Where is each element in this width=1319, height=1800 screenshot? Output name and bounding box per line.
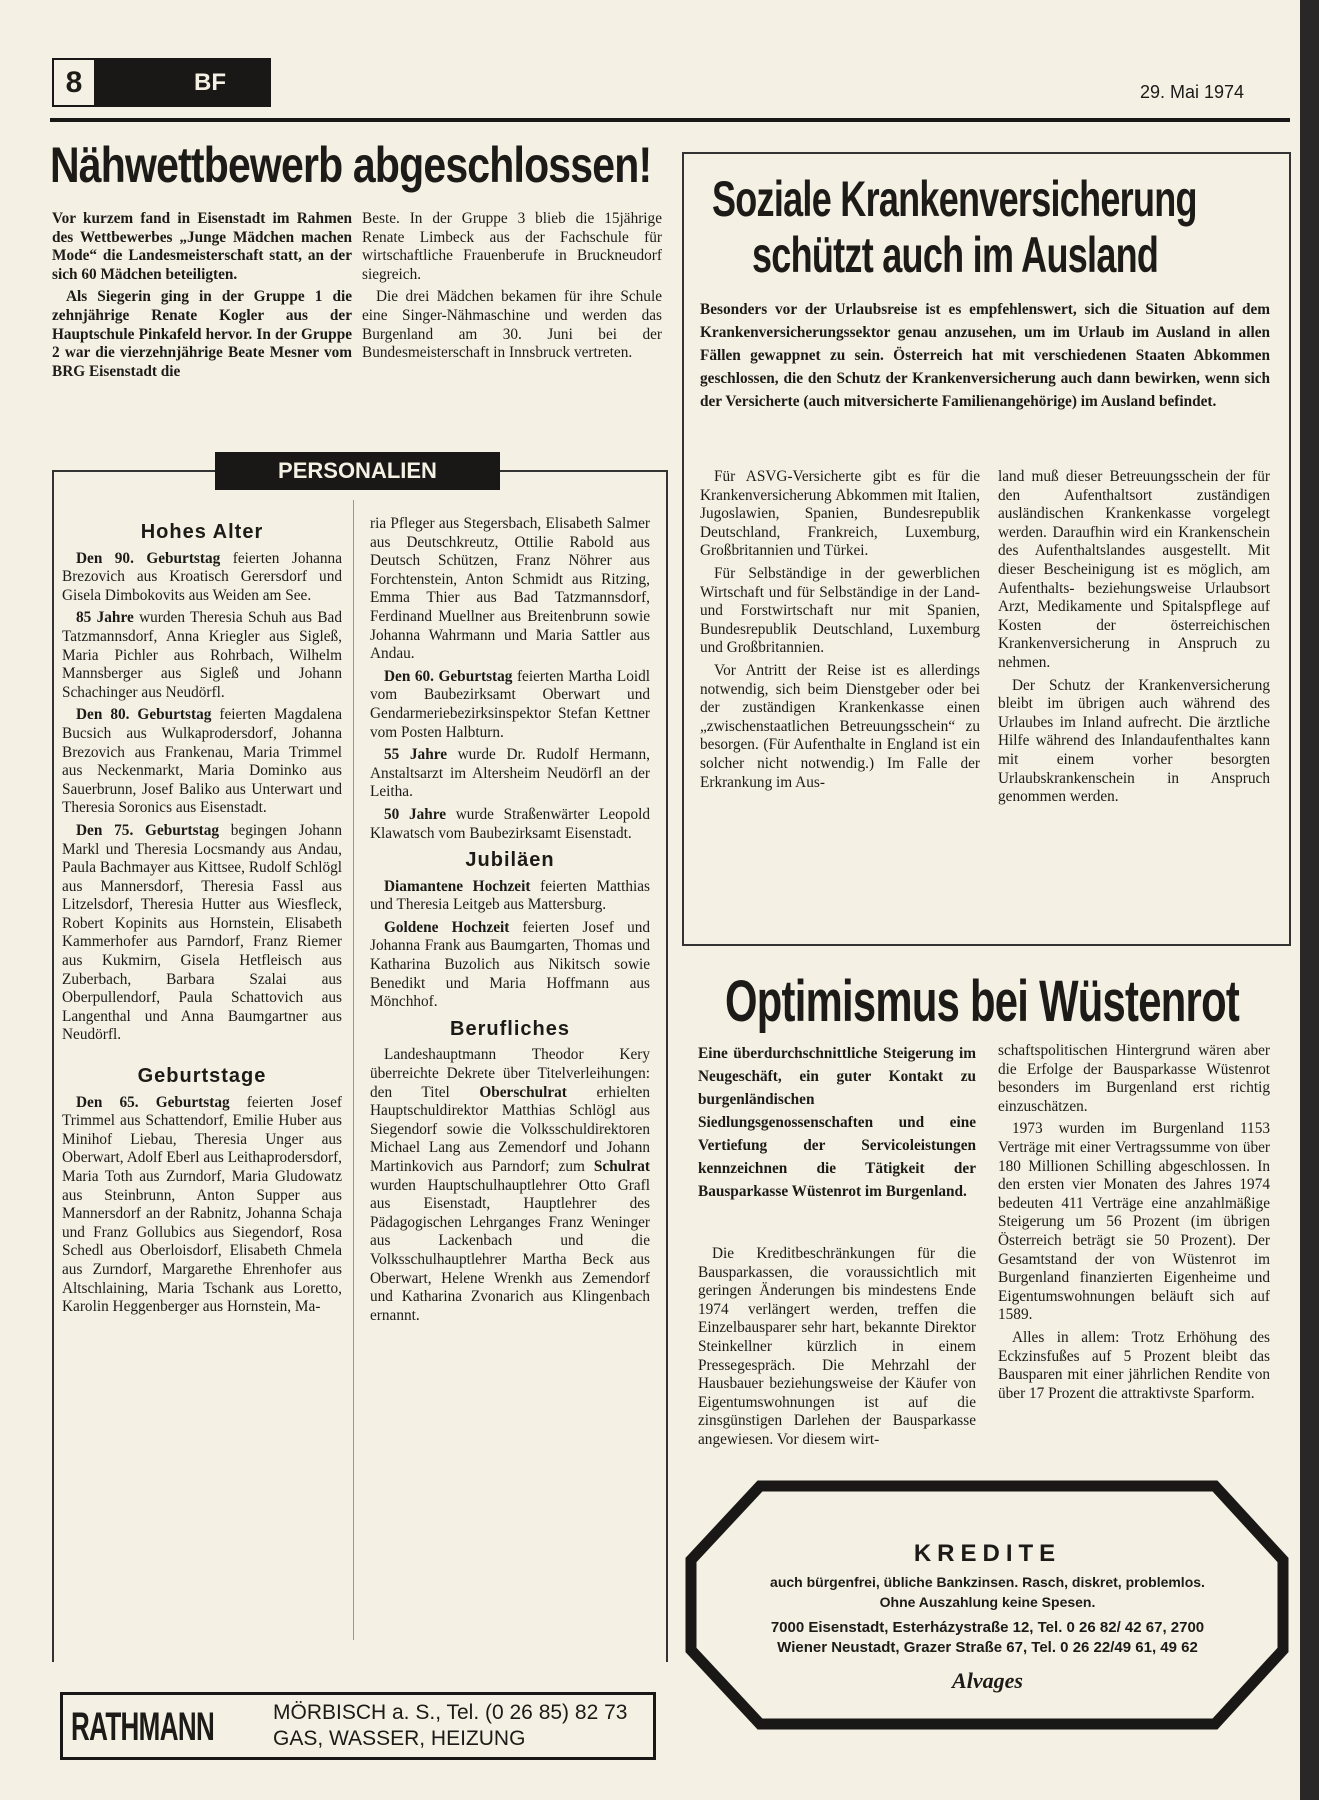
- lead: Schulrat: [593, 1158, 650, 1175]
- personalien-column-2: [370, 515, 650, 1329]
- paragraph: Die Kreditbeschränkungen für die Bausparkassen, die voraussichtlich mit geringen Änderungen bis mindestens Ende 1974 verlängert werden, treffen die Einzelbausparer sehr hart, bekannte Direktor Steinkellner kürzlich in einem Pressegespräch. Die Mehrzahl der Hausbauer beziehungsweise der Käufer von Eigentumswohnungen ist auf die zinsgünstigen Darlehen der Bausparkasse angewiesen. Vor diesem wirt-: [698, 1245, 976, 1448]
- paragraph: Als Siegerin ging in der Gruppe 1 die zehnjährige Renate Kogler aus der Hauptschule Pinkafeld hervor. In der Gruppe 2 war die vierzehnjährige Beate Mesner vom BRG Eisenstadt die: [52, 288, 352, 380]
- article-column: [52, 210, 352, 385]
- text: erhielten Hauptschuldirektor Matthias Schlögl aus Siegendorf sowie die Volksschuldirektoren Michael Lang aus Zemendorf und Johann Martinkovich aus Parndorf; zum: [370, 1083, 650, 1175]
- lead: Den 75. Geburtstag: [76, 821, 219, 839]
- ad-address: 7000 Eisenstadt, Esterházystraße 12, Tel. 0 26 82/ 42 67, 2700 Wiener Neustadt, Grazer Straße 67, Tel. 0 26 22/49 61, 49 62: [770, 1619, 1205, 1656]
- article-column: [698, 1245, 976, 1454]
- text: feierten Josef Trimmel aus Schattendorf, Emilie Huber aus Minihof Liebau, Theresia Unger aus Oberwart, Adolf Eberl aus Leithaprodersdorf, Maria Toth aus Zurndorf, Maria Gludowatz aus Steinbrunn, Anton Supper aus Mannersdorf an der Rabnitz, Johanna Schaja und Franz Gollubics aus Siegendorf, Rosa Schedl aus Oberloisdorf, Elisabeth Chmela aus Zurndorf, Margarethe Ehrenhofer aus Altschlaining, Maria Tschank aus Loretto, Karolin Heggenberger aus Hornstein, Ma-: [62, 1093, 342, 1316]
- lead: 50 Jahre: [384, 805, 447, 823]
- text: wurde Dr. Rudolf Hermann, Anstaltsarzt im Altersheim Neudörfl an der Leitha.: [370, 746, 650, 801]
- paragraph: Der Schutz der Krankenversicherung bleibt im übrigen auch während des Urlaubes im Inland aufrecht. Die ärztliche Hilfe während des Inlandaufenthaltes kann mit einem vorher besorgten Urlaubskrankenschein in Anspruch genommen werden.: [998, 676, 1270, 806]
- article-lead: Besonders vor der Urlaubsreise ist es empfehlenswert, sich die Situation auf dem Krankenversicherungssektor genau anzusehen, um im Urlaub im Ausland in allen Fällen gewappnet zu sein. Österreich hat mit verschiedenen Staaten Abkommen geschlossen, die den Schutz der Krankenversicherung auch dann bewirken, wenn sich der Versicherte (auch mitversicherte Familienangehörige) im Ausland befindet.: [700, 301, 1270, 410]
- lead: Goldene Hochzeit: [384, 918, 510, 936]
- ad-address: MÖRBISCH a. S., Tel. (0 26 85) 82 73: [273, 1701, 628, 1724]
- page-number: 8: [54, 60, 94, 105]
- text: wurden Theresia Schuh aus Bad Tatzmannsdorf, Anna Kriegler aus Sigleß, Maria Pichler aus Rohrbach, Wilhelm Mannsberger aus Sigleß und Johann Schachinger aus Neudörfl.: [62, 609, 342, 701]
- text: wurden Hauptschulhauptlehrer Otto Grafl aus Eisenstadt, Hauptlehrer des Pädagogischen Lehrganges Franz Weninger aus Lackenbach und die Volksschulhauptlehrer Martha Beck aus Oberwart, Helene Wrenkh aus Zemendorf und Katharina Zvonarich aus Klingenbach ernannt.: [370, 1176, 650, 1324]
- subheading: Geburtstage: [137, 1065, 267, 1088]
- paragraph: 1973 wurden im Burgenland 1153 Verträge mit einer Vertragssumme von über 180 Millionen Schilling abgeschlossen. In den ersten vier Monaten des Jahres 1974 bedeuten 411 Verträge eine anzahlmäßige Steigerung um 56 Prozent (im übrigen Österreich beträgt sie 50 Prozent). Der Gesamtstand der von Wüstenrot im Burgenland finanzierten Eigenheime und Eigentumswohnungen beläuft sich auf 1589.: [998, 1120, 1270, 1324]
- text: begingen Johann Markl und Theresia Locsmandy aus Andau, Paula Bachmayer aus Kittsee, Rudolf Schlögl aus Mannersdorf, Theresia Fassl aus Litzelsdorf, Theresia Hutter aus Wiesfleck, Robert Kopinits aus Hornstein, Elisabeth Kammerhofer aus Parndorf, Franz Riemer aus Kukmirn, Gisela Hetfleisch aus Zuberbach, Barbara Szalai aus Oberpullendorf, Paula Schattovich aus Langenthal und Anna Baumgartner aus Neudörfl.: [62, 821, 343, 1044]
- article-column: [998, 1042, 1270, 1407]
- paragraph: land muß dieser Betreuungsschein der für den Aufenthaltsort zuständigen ausländischen Krankenkasse vorgelegt werden. Daraufhin wird ein Krankenschein des Aufenthaltslandes ausgestellt. Mit dieser Bescheinigung ist es möglich, am Aufenthalts- beziehungsweise Urlaubsort Arzt, Medikamente und Spitalspflege auf Kosten der österreichischen Krankenversicherung in Anspruch zu nehmen.: [998, 468, 1270, 671]
- text: feierten Matthias und Theresia Leitgeb aus Mattersburg.: [370, 877, 650, 914]
- article-title-line-1: Soziale Krankenversicherung: [712, 171, 1197, 227]
- lead: Den 90. Geburtstag: [76, 549, 221, 567]
- lead: Diamantene Hochzeit: [384, 877, 531, 895]
- paragraph: Alles in allem: Trotz Erhöhung des Eckzinsfußes auf 5 Prozent bleibt das Bausparen mit einer jährlichen Rendite von über 17 Prozent die attraktivste Sparform.: [998, 1328, 1270, 1402]
- ad-logo: Alvages: [952, 1668, 1023, 1693]
- header-rule: [50, 118, 1290, 122]
- section-label: BF: [194, 69, 226, 96]
- paragraph: Für ASVG-Versicherte gibt es für die Krankenversicherung Abkommen mit Italien, Jugoslawien, Spanien, Bundesrepublik Deutschland, Frankreich, Luxemburg, Großbritannien und Türkei.: [700, 468, 980, 560]
- paragraph: Für Selbständige in der gewerblichen Wirtschaft und für Selbständige in der Land- und Forstwirtschaft nur mit Spanien, Bundesrepublik Deutschland, Luxemburg und Großbritannien.: [700, 564, 980, 657]
- ad-title: KREDITE: [913, 1540, 1062, 1567]
- text: ria Pfleger aus Stegersbach, Elisabeth Salmer aus Deutschkreutz, Ottilie Rabold aus Deutsch Schützen, Franz Nöhrer aus Forchtenstein, Anton Schmidt aus Ritzing, Emma Thier aus Bad Tatzmannsdorf, Ferdinand Muellner aus Breitenbrunn sowie Johanna Wahrmann und Maria Sattler aus Andau.: [370, 515, 650, 663]
- article-title-line-2: schützt auch im Ausland: [752, 227, 1159, 283]
- article-lead: Eine überdurchschnittliche Steigerung im Neugeschäft, ein guter Kontakt zu burgenländischen Siedlungsgenossenschaften und eine Vertiefung der Servicoleistungen kennzeichnen die Tätigkeit der Bausparkasse Wüstenrot im Burgenland.: [698, 1045, 976, 1200]
- rathmann-ad: [60, 1692, 656, 1760]
- lead: Den 80. Geburtstag: [76, 706, 212, 724]
- paragraph: Die drei Mädchen bekamen für ihre Schule eine Singer-Nähmaschine und werden das Burgenland am 30. Juni bei der Bundesmeisterschaft in Innsbruck vertreten.: [362, 288, 662, 362]
- ad-company-name: RATHMANN: [71, 1705, 215, 1749]
- text: feierten Josef und Johanna Frank aus Baumgarten, Thomas und Katharina Buzolich aus Nikitsch sowie Benedikt und Maria Hoffmann aus Mönchhof.: [370, 918, 651, 1011]
- lead: Oberschulrat: [479, 1083, 567, 1101]
- column-divider: [353, 500, 354, 1640]
- personalien-column-1: [62, 515, 342, 1321]
- paragraph: Vor kurzem fand in Eisenstadt im Rahmen des Wettbewerbes „Junge Mädchen machen Mode“ die Landesmeisterschaft statt, an der sich 60 Mädchen beteiligten.: [52, 210, 352, 283]
- text: feierten Magdalena Bucsich aus Wulkaprodersdorf, Johanna Brezovich aus Frankenau, Maria Trimmel aus Neckenmarkt, Maria Dominko aus Sauerbrunn, Josef Baliko aus Unterwart und Theresia Soronics aus Eisenstadt.: [62, 706, 343, 817]
- text: feierten Martha Loidl vom Baubezirksamt Oberwart und Gendarmeriebezirksinspektor Stefan Kettner vom Posten Halbturn.: [370, 667, 651, 741]
- article-title: Optimismus bei Wüstenrot: [725, 969, 1240, 1034]
- paragraph: schaftspolitischen Hintergrund wären aber die Erfolge der Bausparkasse Wüstenrot besonders im Burgenland erst richtig einzuschätzen.: [998, 1042, 1270, 1115]
- article-column: [700, 468, 980, 796]
- subheading: Jubiläen: [465, 849, 555, 872]
- lead: Den 60. Geburtstag: [384, 667, 513, 685]
- article-column: [998, 468, 1270, 811]
- lead: 55 Jahre: [384, 746, 448, 764]
- text: Landeshauptmann Theodor Kery überreichte Dekrete über Titelverleihungen: den Titel: [370, 1046, 650, 1101]
- personalien-label: PERSONALIEN: [215, 452, 500, 490]
- paragraph: Beste. In der Gruppe 3 blieb die 15jährige Renate Limbeck aus der Fachschule für wirtschaftliche Frauenberufe in Bruckneudorf siegreich.: [362, 210, 662, 283]
- paragraph: Vor Antritt der Reise ist es allerdings notwendig, sich beim Dienstgeber oder bei der zuständigen Krankenkasse einen „zwischenstaatlichen Betreuungsschein“ zu besorgen. (Für Aufenthalte in England ist ein solcher nicht notwendig.) Im Falle der Erkrankung im Aus-: [700, 661, 980, 791]
- lead: 85 Jahre: [76, 609, 134, 627]
- lead: Den 65. Geburtstag: [76, 1093, 230, 1111]
- kredite-ad-content: [760, 1540, 1215, 1694]
- page-number-box: [52, 58, 271, 107]
- page-edge: [1300, 0, 1319, 1800]
- text: wurde Straßenwärter Leopold Klawatsch vom Baubezirksamt Eisenstadt.: [370, 805, 651, 842]
- text: feierten Johanna Brezovich aus Kroatisch Gerersdorf und Gisela Dimbokovits aus Weiden am See.: [62, 549, 342, 604]
- article-title: Nähwettbewerb abgeschlossen!: [50, 137, 652, 193]
- subheading: Hohes Alter: [140, 521, 264, 543]
- subheading: Berufliches: [450, 1017, 570, 1040]
- issue-date: 29. Mai 1974: [1140, 82, 1245, 102]
- article-column: [362, 210, 662, 367]
- ad-services: GAS, WASSER, HEIZUNG: [273, 1727, 526, 1750]
- ad-text: auch bürgenfrei, übliche Bankzinsen. Rasch, diskret, problemlos. Ohne Auszahlung keine Spesen.: [770, 1574, 1205, 1610]
